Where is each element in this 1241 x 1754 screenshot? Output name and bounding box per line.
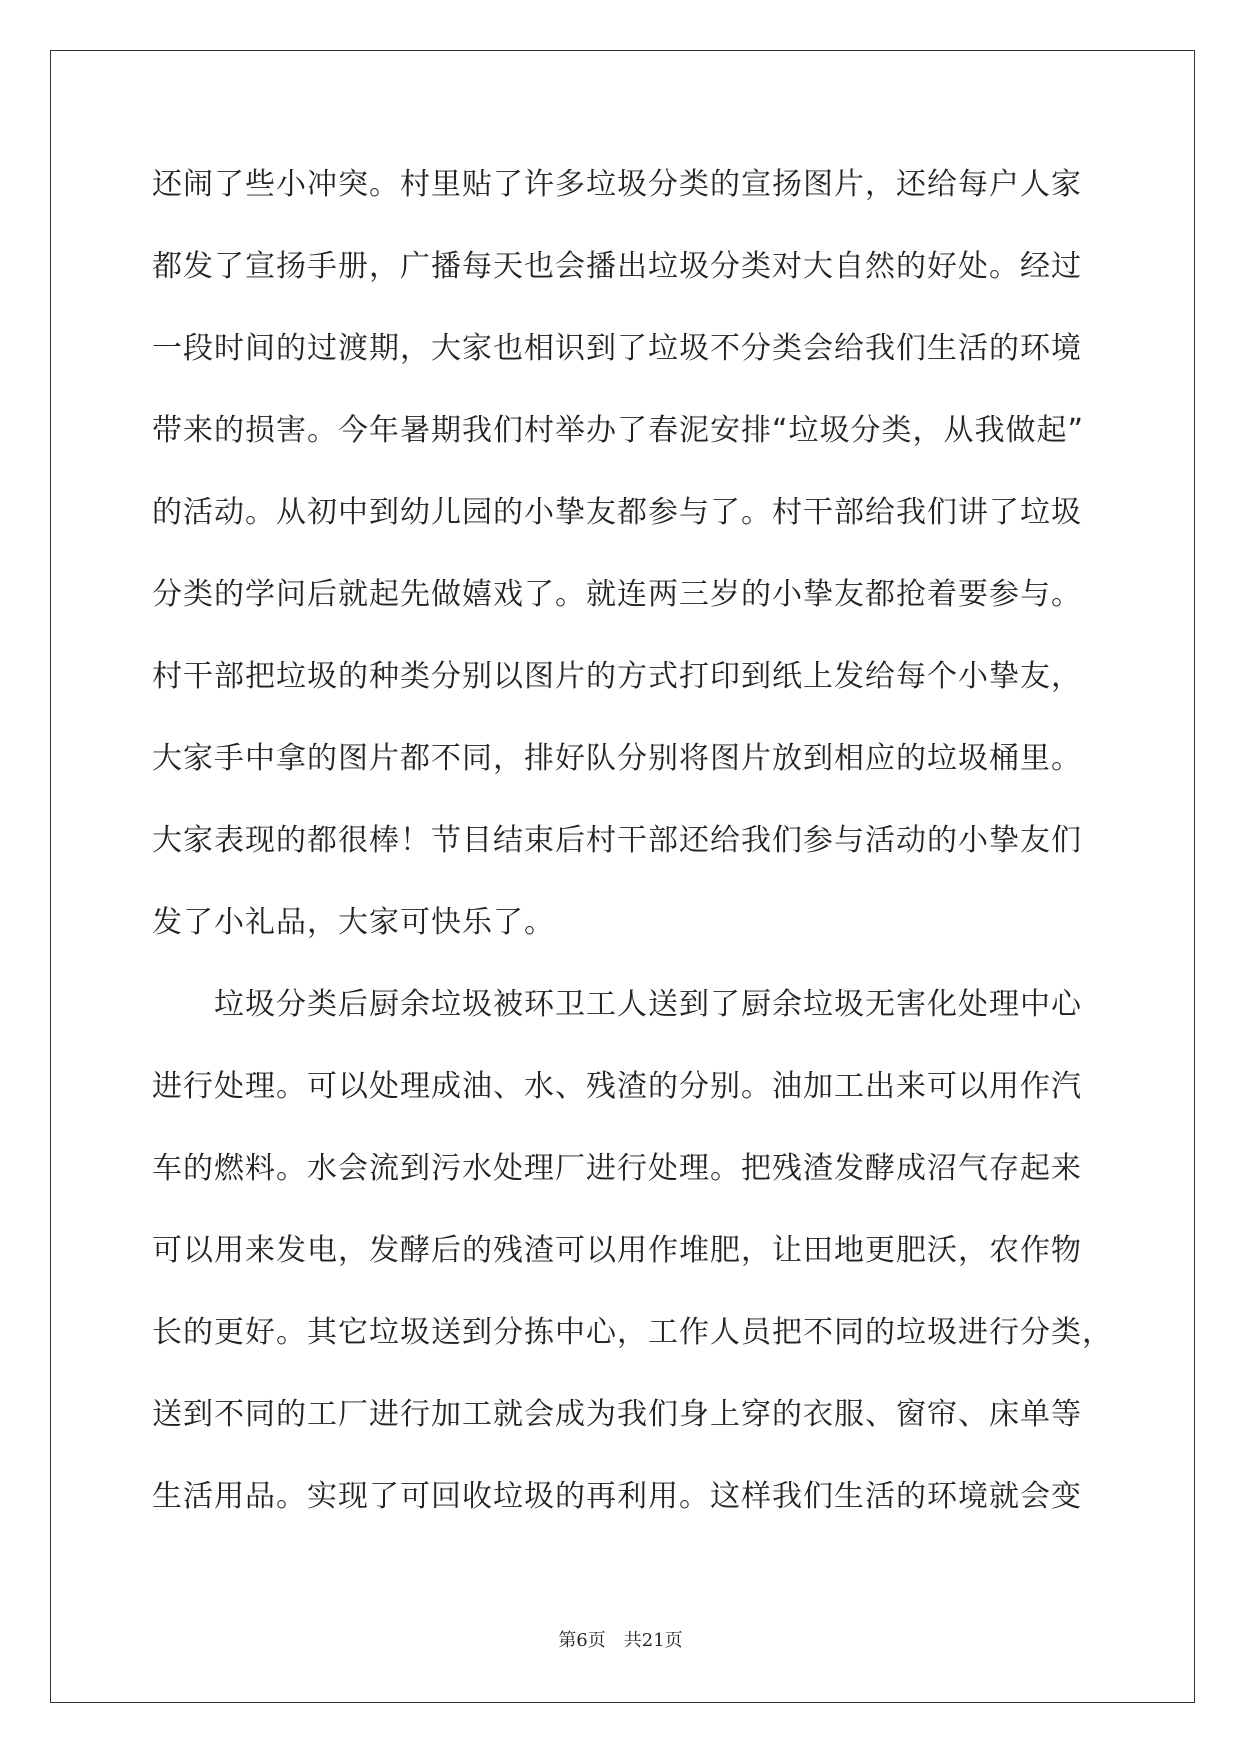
text-line: 生活用品。实现了可回收垃圾的再利用。这样我们生活的环境就会变 bbox=[152, 1479, 1082, 1514]
text-line: 一段时间的过渡期，大家也相识到了垃圾不分类会给我们生活的环境 bbox=[152, 331, 1082, 366]
text-line: 可以用来发电，发酵后的残渣可以用作堆肥，让田地更肥沃，农作物 bbox=[152, 1233, 1082, 1268]
text-line: 还闹了些小冲突。村里贴了许多垃圾分类的宣扬图片，还给每户人家 bbox=[152, 167, 1082, 202]
text-line: 进行处理。可以处理成油、水、残渣的分别。油加工出来可以用作汽 bbox=[152, 1069, 1082, 1104]
page-number: 第6页 bbox=[558, 1630, 606, 1651]
text-line: 长的更好。其它垃圾送到分拣中心，工作人员把不同的垃圾进行分类， bbox=[152, 1315, 1113, 1350]
text-line: 送到不同的工厂进行加工就会成为我们身上穿的衣服、窗帘、床单等 bbox=[152, 1397, 1082, 1432]
paragraph-start-line: 垃圾分类后厨余垃圾被环卫工人送到了厨余垃圾无害化处理中心 bbox=[214, 987, 1082, 1022]
page-footer bbox=[0, 1626, 1241, 1652]
text-line: 大家手中拿的图片都不同，排好队分别将图片放到相应的垃圾桶里。 bbox=[152, 741, 1082, 776]
text-line: 的活动。从初中到幼儿园的小挚友都参与了。村干部给我们讲了垃圾 bbox=[152, 495, 1082, 530]
text-line: 发了小礼品，大家可快乐了。 bbox=[152, 905, 555, 940]
page-total: 共21页 bbox=[623, 1630, 683, 1651]
text-line: 分类的学问后就起先做嬉戏了。就连两三岁的小挚友都抢着要参与。 bbox=[152, 577, 1082, 612]
text-line: 带来的损害。今年暑期我们村举办了春泥安排“垃圾分类，从我做起” bbox=[152, 413, 1085, 448]
text-line: 大家表现的都很棒！节目结束后村干部还给我们参与活动的小挚友们 bbox=[152, 823, 1082, 858]
document-body bbox=[152, 160, 1113, 1554]
text-line: 村干部把垃圾的种类分别以图片的方式打印到纸上发给每个小挚友， bbox=[152, 659, 1082, 694]
text-line: 车的燃料。水会流到污水处理厂进行处理。把残渣发酵成沼气存起来 bbox=[152, 1151, 1082, 1186]
text-line: 都发了宣扬手册，广播每天也会播出垃圾分类对大自然的好处。经过 bbox=[152, 249, 1082, 284]
